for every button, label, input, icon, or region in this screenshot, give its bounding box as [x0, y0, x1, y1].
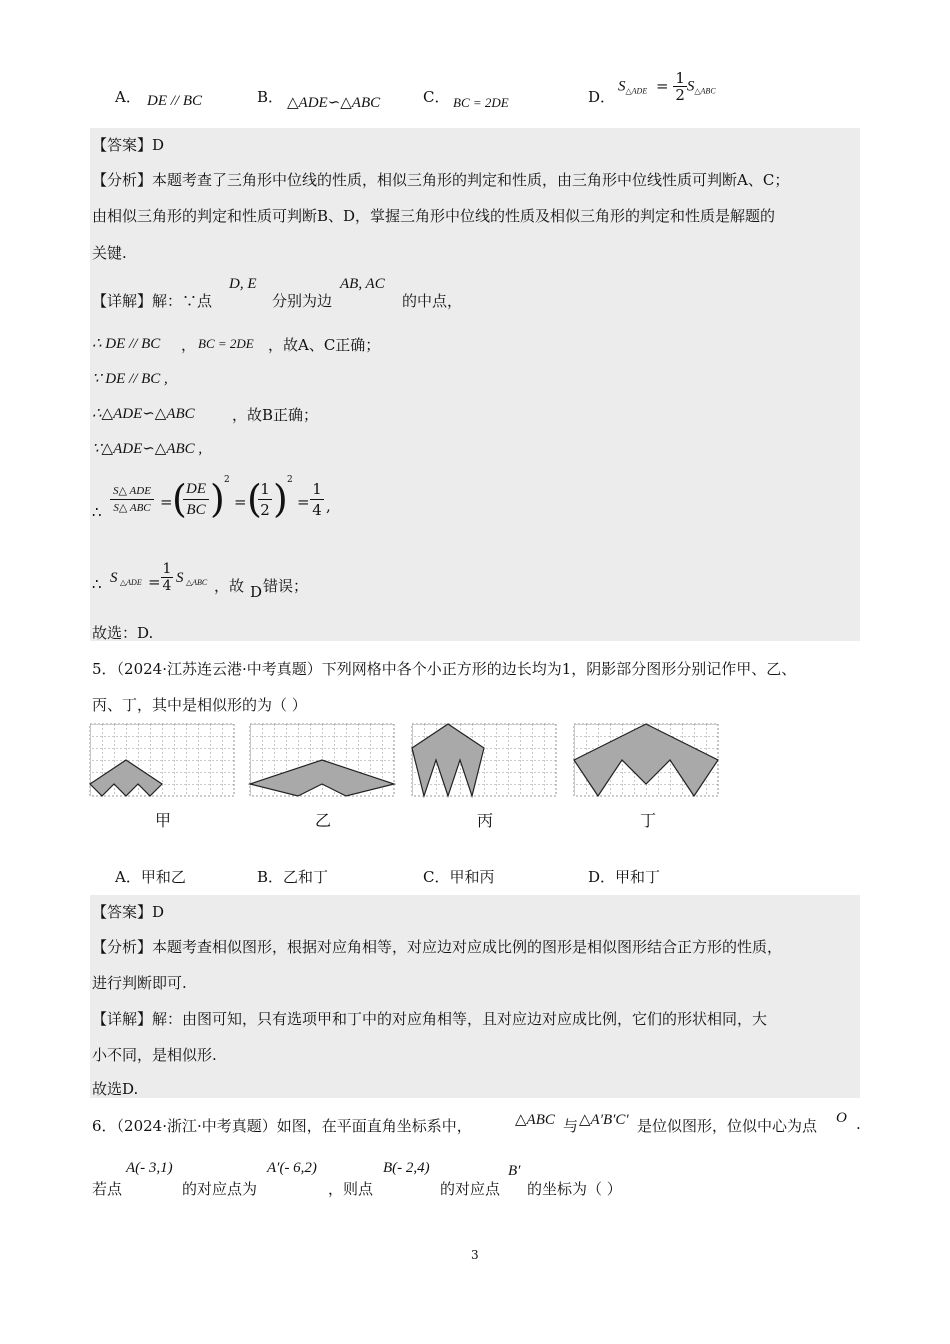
option-a-text: DE // BC	[147, 93, 202, 109]
q4-detail-l3: ∵ DE // BC ,	[92, 371, 168, 387]
grid-ding	[574, 724, 718, 796]
area-ade: S△ ADE	[110, 483, 154, 500]
q5-detail-line2: 小不同，是相似形.	[92, 1046, 217, 1064]
q5-answer-block	[90, 895, 860, 1098]
caption-yi: 乙	[315, 811, 332, 830]
q6-text2: ，则点	[328, 1180, 374, 1198]
q4-detail-l4-math: ∴△ADE∽△ABC	[92, 406, 195, 422]
q4-detail-area-line	[92, 561, 392, 601]
s-subscript-2: △ABC	[694, 86, 716, 96]
q4-detail-l1-sides: AB, AC	[340, 276, 385, 292]
left-paren-2: (	[247, 477, 262, 521]
q5-detail-line1: 【详解】解：由图可知，只有选项甲和丁中的对应角相等，且对应边对应成比例，它们的形状相同，大	[92, 1010, 768, 1028]
half-fraction	[258, 479, 272, 520]
q6-line1-prefix: 6．（2024·浙江·中考真题）如图，在平面直角坐标系中，	[92, 1117, 472, 1135]
q4-analysis-line1: 【分析】本题考查了三角形中位线的性质，相似三角形的判定和性质，由三角形中位线性质可判断A、C；	[92, 171, 790, 189]
q5-line2: 丙、丁，其中是相似形的为（ ）	[92, 696, 307, 714]
right-paren-2: )	[273, 477, 288, 521]
q4-detail-l1-suffix: 的中点，	[402, 292, 463, 310]
q4-analysis-line3: 关键.	[92, 244, 127, 262]
option-b-text: △ADE∽△ABC	[287, 95, 381, 111]
q4-detail-l2-comma: ，	[181, 336, 197, 354]
de: DE	[183, 479, 209, 500]
quarter-fraction	[310, 479, 324, 520]
therefore-symbol: ∴	[92, 503, 102, 521]
q6-if: 若点	[92, 1180, 123, 1198]
grid-bing	[412, 724, 556, 796]
two: 2	[260, 501, 270, 519]
q4-detail-l1-prefix: 【详解】解：∵点	[92, 292, 213, 310]
exponent-2: 2	[287, 475, 293, 485]
s-abc-sub: △ABC	[186, 578, 208, 587]
q6-text3: 的对应点	[440, 1180, 501, 1198]
caption-bing: 丙	[477, 811, 494, 830]
grid-jia	[90, 724, 234, 796]
q4-detail-l5: ∵△ADE∽△ABC ,	[92, 441, 203, 457]
num-2: 1	[162, 561, 172, 577]
option-c-label: C．	[423, 88, 450, 106]
s-symbol: S	[618, 78, 626, 95]
s-ade: S	[110, 570, 118, 586]
q4-detail-l2-math1: ∴ DE // BC	[92, 336, 161, 352]
den-2: 4	[162, 578, 172, 594]
q4-detail-l1-mid: 分别为边	[272, 292, 333, 310]
q6-point-b-prime: B′	[508, 1163, 521, 1179]
therefore-symbol-2: ∴	[92, 575, 102, 593]
wrong-text: 错误；	[263, 577, 309, 595]
de-bc-fraction	[183, 479, 209, 520]
one: 1	[258, 479, 272, 500]
q6-triangle-abc-prime: △A′B′C′	[579, 1112, 629, 1128]
exponent-1: 2	[224, 475, 230, 485]
option-c-text: BC = 2DE	[453, 95, 509, 110]
q6-point-b: B(- 2,4)	[383, 1160, 430, 1176]
q5-line1: 5．（2024·江苏连云港·中考真题）下列网格中各个小正方形的边长均为1，阴影部分图形分别记作甲、乙、	[92, 660, 797, 678]
s-abc: S	[176, 570, 184, 586]
q4-detail-l1-points: D, E	[229, 276, 257, 292]
equals-3: =	[297, 493, 310, 511]
page-number: 3	[471, 1248, 479, 1262]
q6-line1-mid: 是位似图形，位似中心为点	[637, 1117, 818, 1135]
option-d-label: D．	[588, 88, 616, 106]
q6-point-a: A(- 3,1)	[126, 1160, 173, 1176]
q4-detail-l2-math2: BC = 2DE	[198, 336, 254, 351]
q5-option-a: A．甲和乙	[115, 868, 186, 886]
q5-option-b: B．乙和丁	[257, 868, 329, 886]
bc: BC	[186, 502, 206, 518]
area-abc: S△ ABC	[113, 502, 151, 514]
q5-detail-line3: 故选D.	[92, 1080, 139, 1098]
q5-answer: 【答案】D	[92, 903, 165, 921]
option-b-label: B．	[257, 88, 284, 106]
fraction-half	[673, 70, 687, 103]
q4-detail-choice: 故选：D.	[92, 624, 154, 642]
grid-yi	[250, 724, 394, 796]
equals-2: =	[234, 493, 247, 511]
result-num: 1	[310, 479, 324, 500]
denominator: 2	[675, 86, 685, 104]
equals: =	[655, 76, 669, 95]
q4-detail-l2-text: ，故A、C正确；	[268, 336, 381, 354]
option-d-formula	[618, 70, 716, 103]
s-ade-sub: △ADE	[120, 578, 142, 587]
q6-point-a-prime: A′(- 6,2)	[267, 1160, 317, 1176]
q5-analysis-line1: 【分析】本题考查相似图形，根据对应角相等，对应边对应成比例的图形是相似图形结合正方形的性质，	[92, 938, 783, 956]
s-subscript: △ADE	[625, 86, 648, 96]
q5-grid-figures	[88, 722, 724, 804]
q5-option-d: D．甲和丁	[588, 868, 661, 886]
q6-text1: 的对应点为	[182, 1180, 258, 1198]
q5-analysis-line2: 进行判断即可.	[92, 974, 187, 992]
q6-triangle-abc: △ABC	[515, 1112, 555, 1128]
q6-text4: 的坐标为（ ）	[527, 1180, 622, 1198]
left-paren-1: (	[172, 477, 187, 521]
equals-4: =	[148, 573, 161, 591]
result-den: 4	[312, 501, 322, 519]
caption-jia: 甲	[155, 811, 172, 830]
s-symbol-2: S	[686, 78, 695, 95]
q4-answer: 【答案】D	[92, 136, 165, 154]
equals-1: =	[160, 493, 173, 511]
option-a-label: A．	[115, 88, 141, 106]
option-d-ref: D	[250, 583, 263, 601]
q6-center-o: O	[836, 1110, 847, 1126]
q4-analysis-line2: 由相似三角形的判定和性质可判断B、D，掌握三角形中位线的性质及相似三角形的判定和性质是解题的	[92, 207, 776, 225]
comma: ,	[326, 497, 331, 515]
quarter-fraction-2	[161, 561, 173, 594]
right-paren-1: )	[210, 477, 225, 521]
numerator: 1	[675, 69, 685, 87]
caption-ding: 丁	[640, 811, 657, 830]
q4-detail-l4-text: ，故B正确；	[232, 406, 319, 424]
q6-line1-end: .	[856, 1115, 861, 1133]
q6-with: 与	[563, 1117, 579, 1135]
q5-option-c: C．甲和丙	[423, 868, 495, 886]
so-text: ，故	[214, 577, 245, 595]
area-ratio-fraction	[110, 483, 154, 516]
